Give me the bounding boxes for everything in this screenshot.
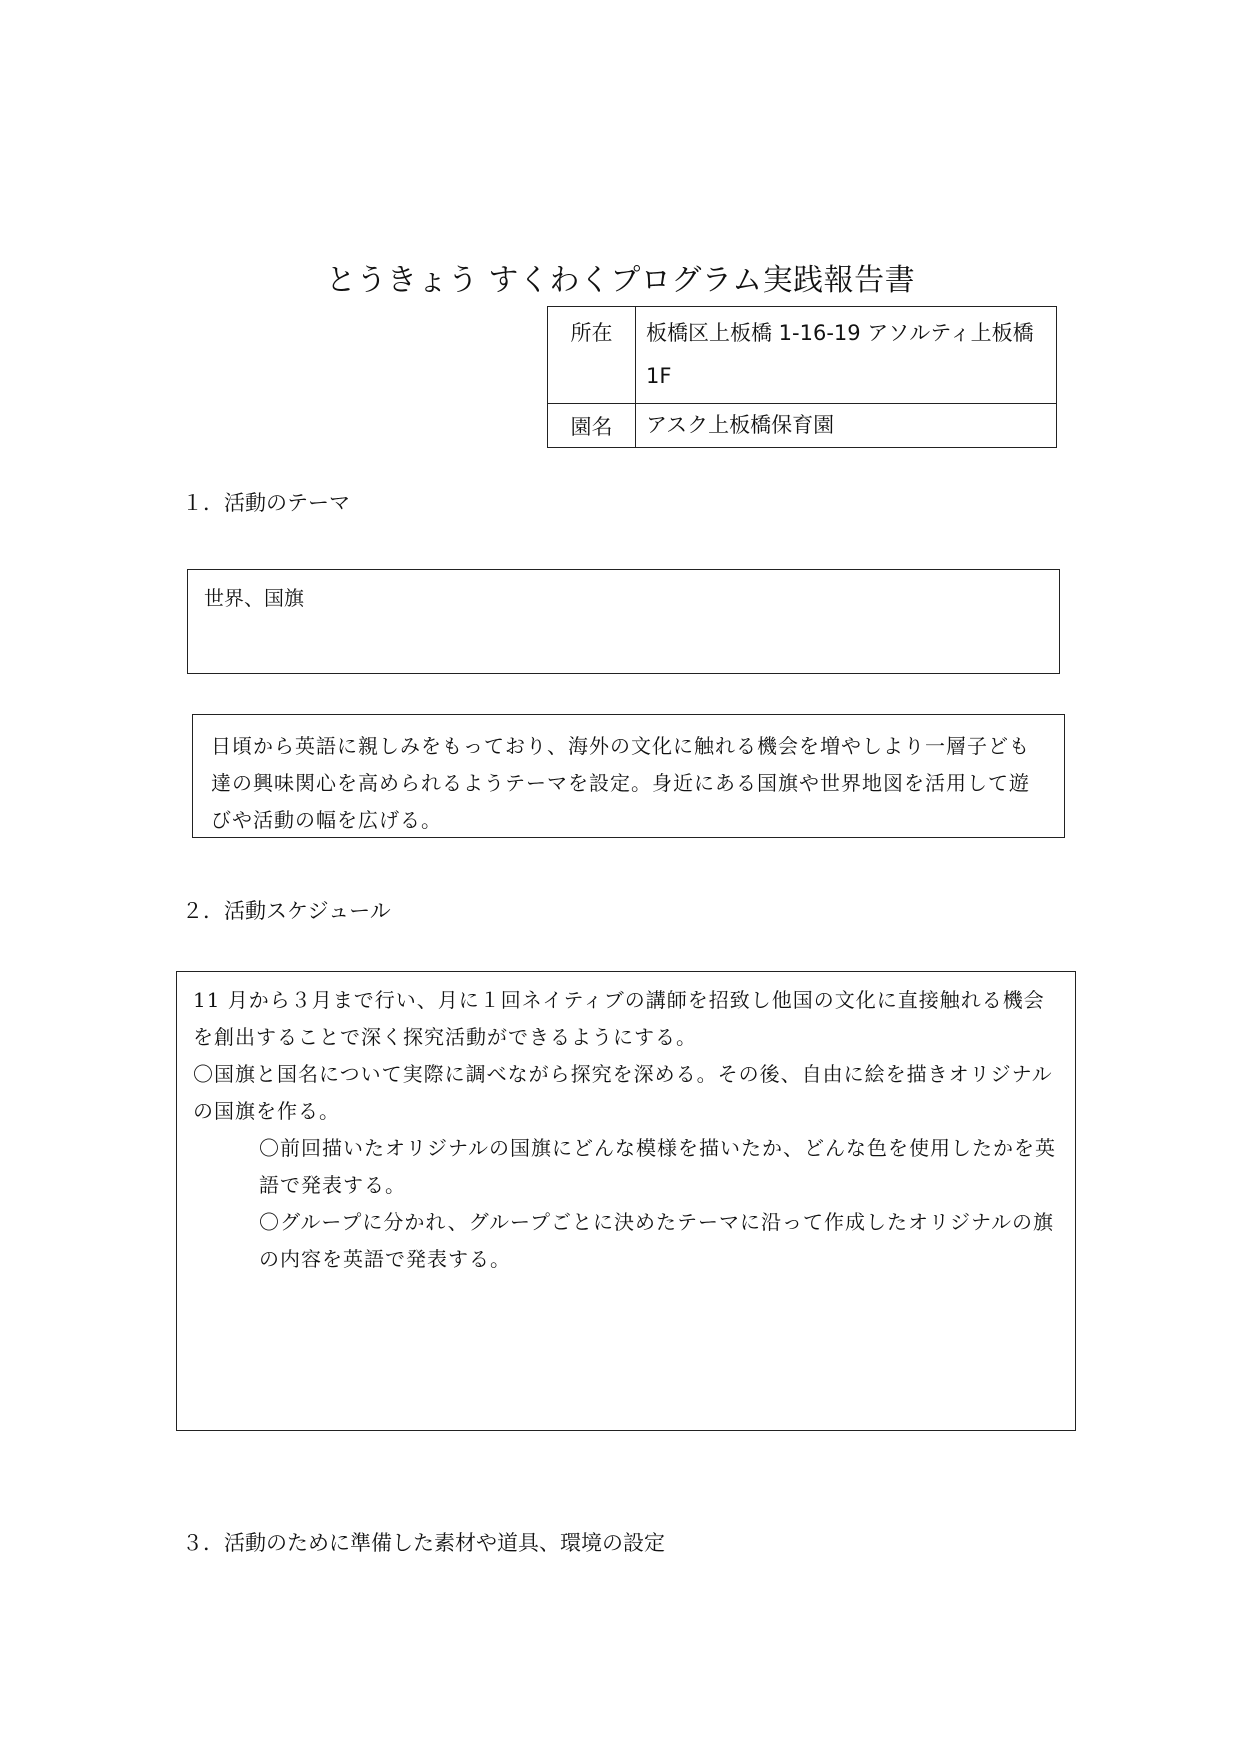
schedule-box (176, 971, 1076, 1431)
section3-heading: ３．活動のために準備した素材や道具、環境の設定 (182, 1531, 665, 1555)
schedule-item: 〇前回描いたオリジナルの国旗にどんな模様を描いたか、どんな色を使用したかを英語で発表する。 (259, 1136, 1056, 1197)
schedule-item: 〇グループに分かれ、グループごとに決めたテーマに沿って作成したオリジナルの旗の内容を英語で発表する。 (259, 1210, 1054, 1271)
nursery-name-value: アスク上板橋保育園 (636, 404, 1057, 448)
schedule-item: 〇国旗と国名について実際に調べながら探究を深める。その後、自由に絵を描きオリジナルの国旗を作る。 (193, 1062, 1053, 1123)
section2-heading: ２．活動スケジュール (182, 899, 391, 923)
theme-reason-text: 日頃から英語に親しみをもっており、海外の文化に触れる機会を増やしより一層子ども達の興味関心を高められるようテーマを設定。身近にある国旗や世界地図を活用して遊びや活動の幅を広げる。 (211, 734, 1030, 832)
theme-text: 世界、国旗 (204, 586, 304, 610)
theme-reason-box (192, 714, 1065, 838)
address-value: 板橋区上板橋 1-16-19 アソルティ上板橋 1F (636, 307, 1057, 404)
address-label: 所在 (548, 307, 636, 404)
section1-heading: １．活動のテーマ (182, 491, 350, 515)
info-table (547, 306, 1057, 448)
nursery-name-label: 園名 (548, 404, 636, 448)
theme-box (187, 569, 1060, 674)
schedule-intro: 11 月から３月まで行い、月に１回ネイティブの講師を招致し他国の文化に直接触れる機会を創出することで深く探究活動ができるようにする。 (193, 988, 1045, 1049)
page-title: とうきょう すくわくプログラム実践報告書 (325, 263, 916, 298)
